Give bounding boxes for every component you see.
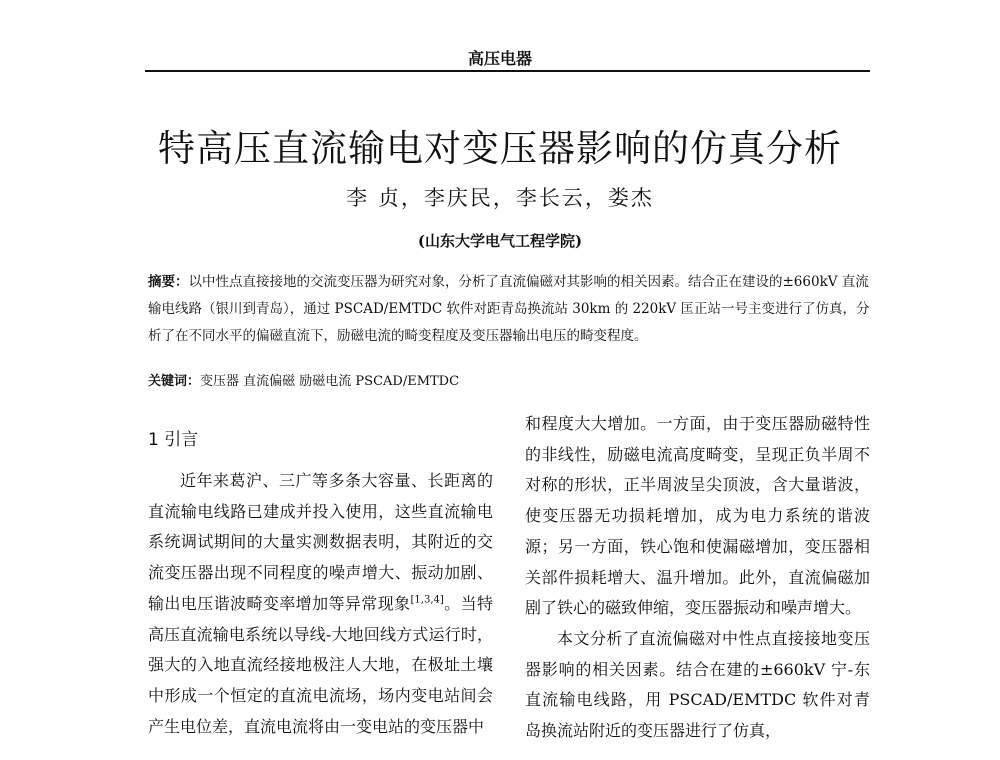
intro-text-part1: 近年来葛沪、三广等多条大容量、长距离的直流输电线路已建成并投入使用，这些直流输电系统调试期间的大量实测数据表明，其附近的交流变压器出现不同程度的噪声增大、振动加剧、输出电压谐波畸变率增加等异常现象 [148,471,493,613]
section-heading-introduction: 1 引言 [148,430,199,450]
keywords-text: 变压器 直流偏磁 励磁电流 PSCAD/EMTDC [200,374,460,389]
affiliation: (山东大学电气工程学院) [417,232,583,250]
keywords [148,370,870,394]
left-column [148,466,493,742]
header-rule [145,70,870,72]
keywords-label: 关键词： [148,374,201,389]
authors: 李 贞，李庆民，李长云，娄杰 [346,186,654,210]
right-column [525,409,870,747]
abstract-label: 摘要： [148,274,189,290]
running-header: 高压电器 [467,49,532,68]
intro-paragraph [148,466,493,742]
abstract-text: 以中性点直接接地的交流变压器为研究对象，分析了直流偏磁对其影响的相关因素。结合正在建设的±660kV 直流输电线路（银川到青岛），通过 PSCAD/EMTDC 软件对距青岛换流站 30km 的 220kV 匡正站一号主变进行了仿真，分析了在不同水平的偏磁直流下，励磁电流的畸变程度及变压器输出电压的畸变程度。 [148,274,870,344]
citation-ref: [1,3,4] [410,594,444,606]
intro-text-part2: 。当特高压直流输电系统以导线-大地回线方式运行时，强大的入地直流经接地极注人大地，在极址土壤中形成一个恒定的直流电流场，场内变电站间会产生电位差，直流电流将由一变电站的变压器中 [148,593,493,736]
right-paragraph-1: 和程度大大增加。一方面，由于变压器励磁特性的非线性，励磁电流高度畸变，呈现正负半周不对称的形状，正半周波呈尖顶波，含大量谐波，使变压器无功损耗增加，成为电力系统的谐波源；另一方面，铁心饱和使漏磁增加，变压器相关部件损耗增大、温升增加。此外，直流偏磁加剧了铁心的磁致伸缩，变压器振动和噪声增大。 [525,414,870,618]
abstract [148,269,870,350]
right-paragraph-2: 本文分析了直流偏磁对中性点直接接地变压器影响的相关因素。结合在建的±660kV 宁-东直流输电线路，用 PSCAD/EMTDC 软件对青岛换流站附近的变压器进行了仿真， [525,628,870,741]
paper-title: 特高压直流输电对变压器影响的仿真分析 [158,127,842,170]
